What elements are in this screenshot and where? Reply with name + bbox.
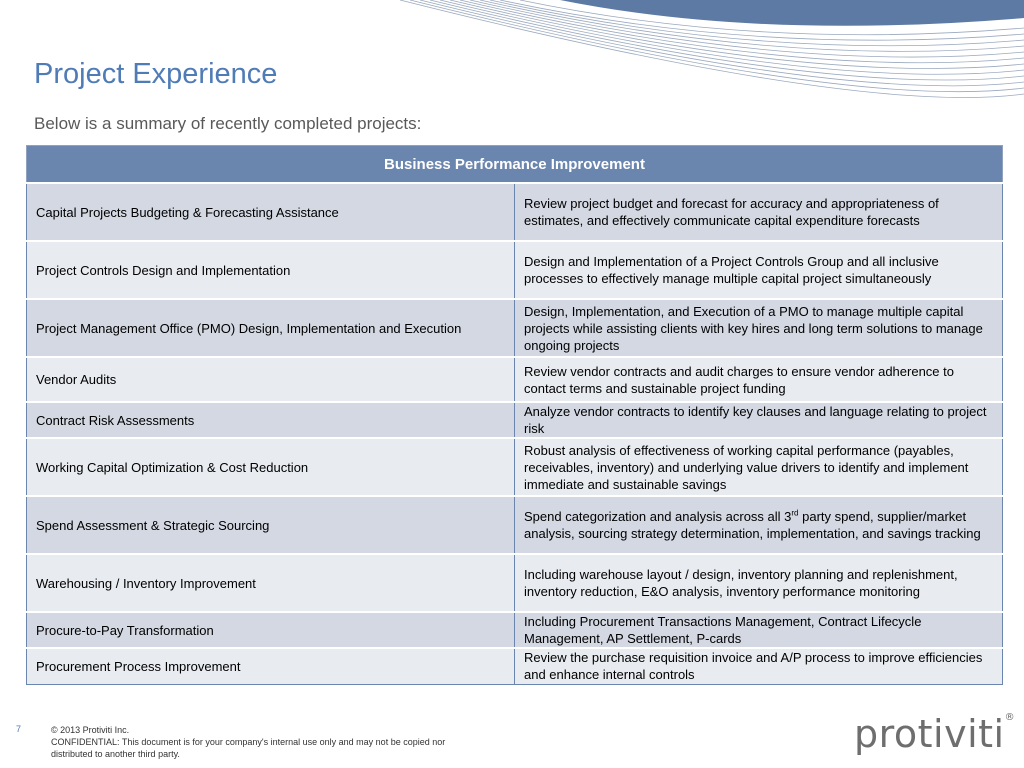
table-row <box>27 299 1003 357</box>
page-subtitle: Below is a summary of recently completed projects: <box>34 114 422 133</box>
project-name: Procurement Process Improvement <box>27 648 515 684</box>
project-name: Spend Assessment & Strategic Sourcing <box>27 496 515 554</box>
project-description: Design and Implementation of a Project Controls Group and all inclusive processes to effectively manage multiple capital project simultaneously <box>515 241 1003 299</box>
description-text: Spend categorization and analysis across all 3 <box>524 509 792 524</box>
project-description: Including Procurement Transactions Management, Contract Lifecycle Management, AP Settlement, P-cards <box>515 612 1003 648</box>
table-row <box>27 438 1003 496</box>
description-text: party spend, supplier/market analysis, sourcing strategy determination, implementation, and savings tracking <box>524 509 981 541</box>
header-swoosh-graphic <box>0 0 1024 110</box>
confidential-text: CONFIDENTIAL: This document is for your company's internal use only and may not be copied nor distributed to another third party. <box>51 737 446 759</box>
project-name: Working Capital Optimization & Cost Reduction <box>27 438 515 496</box>
project-description: Review vendor contracts and audit charges to ensure vendor adherence to contact terms and sustainable project funding <box>515 357 1003 402</box>
project-name: Capital Projects Budgeting & Forecasting Assistance <box>27 183 515 241</box>
table-row <box>27 554 1003 612</box>
project-description: Design, Implementation, and Execution of a PMO to manage multiple capital projects while assisting clients with key hires and long term solutions to manage ongoing projects <box>515 299 1003 357</box>
table-row <box>27 496 1003 554</box>
table-header: Business Performance Improvement <box>27 146 1003 184</box>
table-row <box>27 402 1003 438</box>
registered-mark: ® <box>1004 712 1016 723</box>
table-row <box>27 648 1003 684</box>
table-row <box>27 183 1003 241</box>
project-name: Project Controls Design and Implementation <box>27 241 515 299</box>
project-name: Procure-to-Pay Transformation <box>27 612 515 648</box>
project-name: Vendor Audits <box>27 357 515 402</box>
project-description: Review the purchase requisition invoice and A/P process to improve efficiencies and enhance internal controls <box>515 648 1003 684</box>
project-description: Analyze vendor contracts to identify key clauses and language relating to project risk <box>515 402 1003 438</box>
project-name: Project Management Office (PMO) Design, Implementation and Execution <box>27 299 515 357</box>
page-title: Project Experience <box>34 58 278 90</box>
table-row <box>27 612 1003 648</box>
ordinal-suffix: rd <box>791 508 799 518</box>
protiviti-logo <box>854 712 1015 756</box>
project-description: Review project budget and forecast for accuracy and appropriateness of estimates, and effectively communicate capital expenditure forecasts <box>515 183 1003 241</box>
project-experience-table <box>26 145 1003 685</box>
project-description: Including warehouse layout / design, inventory planning and replenishment, inventory reduction, E&O analysis, inventory performance monitoring <box>515 554 1003 612</box>
page-number: 7 <box>16 724 22 734</box>
footer-notice <box>51 724 471 760</box>
project-name: Warehousing / Inventory Improvement <box>27 554 515 612</box>
logo-text: protiviti <box>854 712 1005 756</box>
project-description <box>515 496 1003 554</box>
table-row <box>27 357 1003 402</box>
copyright-text: © 2013 Protiviti Inc. <box>51 725 130 735</box>
project-name: Contract Risk Assessments <box>27 402 515 438</box>
project-description: Robust analysis of effectiveness of working capital performance (payables, receivables, inventory) and underlying value drivers to identify and implement immediate and sustainable savings <box>515 438 1003 496</box>
table-row <box>27 241 1003 299</box>
